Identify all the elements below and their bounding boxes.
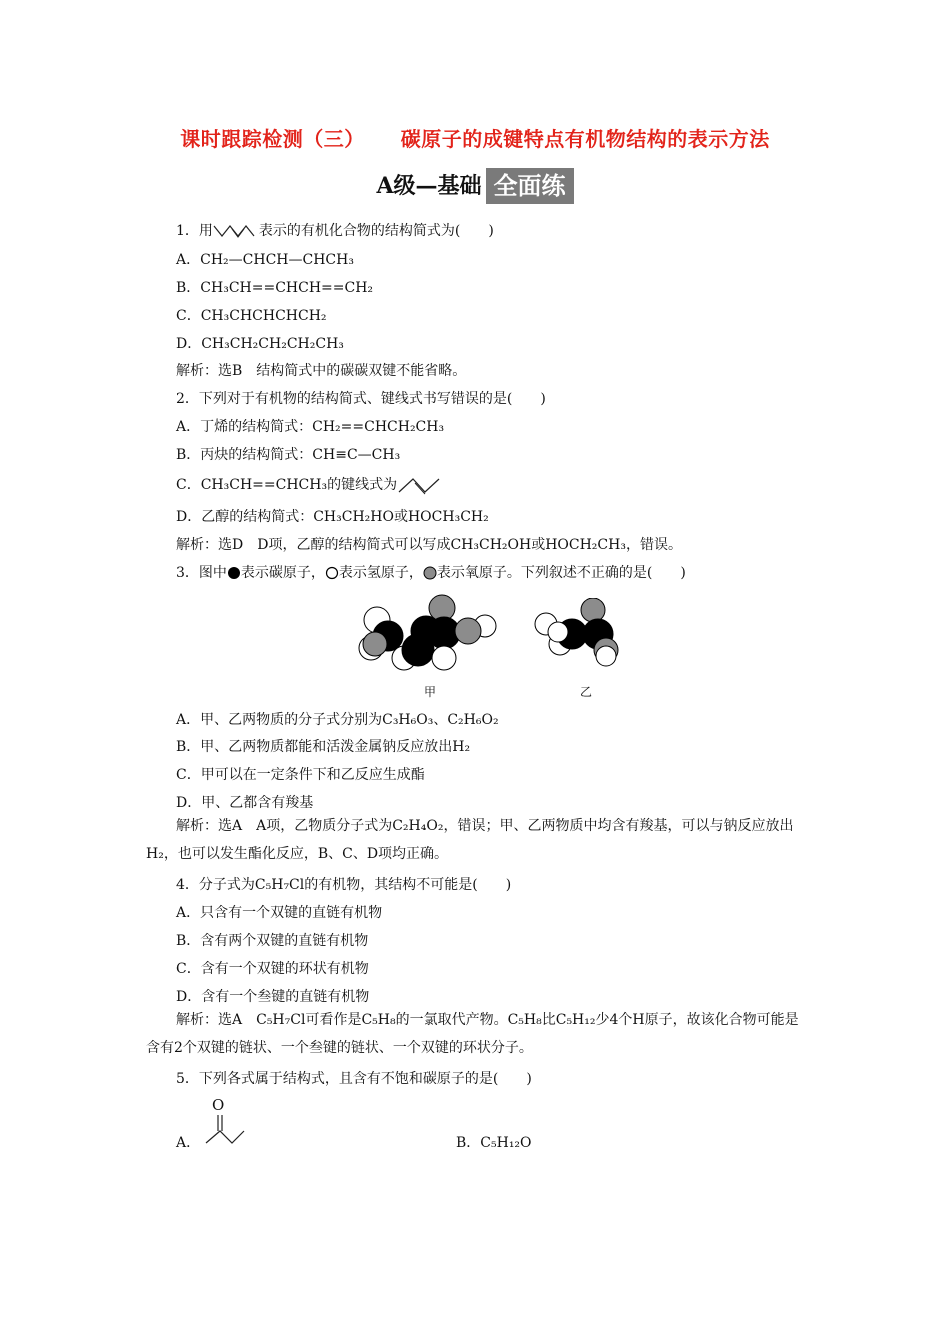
q3-stem-1: 3．图中 (176, 565, 227, 581)
figure-label-jia: 甲 (424, 685, 437, 699)
q2-option-d: D．乙醇的结构简式：CH₃CH₂HO或HOCH₃CH₂ (176, 509, 489, 525)
page-title (0, 123, 950, 152)
q5-stem: 5．下列各式属于结构式，且含有不饱和碳原子的是( ) (176, 1071, 532, 1087)
section-mid: 基础 (437, 173, 482, 199)
title-part2: 碳原子的成键特点有机物结构的表示方法 (400, 127, 770, 151)
q2-option-c-text: C．CH₃CH==CHCH₃的键线式为 (176, 477, 398, 493)
q3-option-d: D．甲、乙都含有羧基 (176, 795, 314, 811)
q4-option-c: C．含有一个双键的环状有机物 (176, 961, 369, 977)
q1-suffix: 表示的有机化合物的结构简式为( ) (258, 223, 494, 239)
q4-option-d: D．含有一个叁键的直链有机物 (176, 989, 370, 1005)
q1-analysis: 解析：选B 结构简式中的碳碳双键不能省略。 (176, 363, 467, 379)
q3-stem-3: 表示氢原子， (338, 565, 423, 581)
q4-option-a: A．只含有一个双键的直链有机物 (176, 905, 383, 921)
title-part1: 课时跟踪检测（三） (180, 127, 365, 151)
q4-stem: 4．分子式为C₅H₇Cl的有机物，其结构不可能是( ) (176, 877, 512, 893)
q3-stem-4: 表示氧原子。下列叙述不正确的是( ) (436, 565, 686, 581)
q1-option-b: B．CH₃CH==CHCH==CH₂ (176, 280, 374, 296)
zigzag-bond-line-icon (213, 223, 259, 239)
q1-option-a: A．CH₂—CHCH—CHCH₃ (176, 252, 354, 268)
molecule-jia-model (356, 590, 498, 674)
hydrogen-atom-icon (325, 566, 339, 580)
q1-option-c: C．CH₃CHCHCHCH₂ (176, 308, 327, 324)
q5-option-a-oxygen: O (212, 1096, 225, 1114)
section-dash: — (415, 173, 438, 199)
q3-stem (176, 562, 686, 582)
oxygen-atom-icon (423, 566, 437, 580)
molecule-yi-model (532, 598, 624, 668)
q1-prefix: 1．用 (176, 223, 213, 239)
q5-option-b: B．C₅H₁₂O (456, 1135, 532, 1151)
section-level: A级 (376, 173, 416, 199)
q2-option-b: B．丙炔的结构简式：CH≡C—CH₃ (176, 447, 401, 463)
section-boxed-label: 全面练 (486, 168, 574, 204)
carbon-atom-icon (227, 566, 241, 580)
skeletal-formula-icon (397, 474, 443, 496)
figure-label-yi: 乙 (580, 685, 593, 699)
q1-stem (176, 220, 494, 240)
q3-analysis: 解析：选A A项，乙物质分子式为C₂H₄O₂，错误；甲、乙两物质中均含有羧基，可以与钠反应放出H₂，也可以发生酯化反应，B、C、D项均正确。 (146, 818, 794, 862)
q4-option-b: B．含有两个双键的直链有机物 (176, 933, 369, 949)
q3-option-a: A．甲、乙两物质的分子式分别为C₃H₆O₃、C₂H₆O₂ (176, 712, 499, 728)
section-heading (0, 168, 950, 204)
q2-stem: 2．下列对于有机物的结构简式、键线式书写错误的是( ) (176, 391, 546, 407)
q3-option-b: B．甲、乙两物质都能和活泼金属钠反应放出H₂ (176, 739, 471, 755)
q2-analysis: 解析：选D D项，乙醇的结构简式可以写成CH₃CH₂OH或HOCH₂CH₃，错误。 (176, 537, 682, 553)
q4-analysis: 解析：选A C₅H₇Cl可看作是C₅H₈的一氯取代产物。C₅H₈比C₅H₁₂少4个H原子，故该化合物可能是含有2个双键的链状、一个叁键的链状、一个双键的环状分子。 (146, 1012, 799, 1056)
q3-stem-2: 表示碳原子， (240, 565, 325, 581)
q1-option-d: D．CH₃CH₂CH₂CH₂CH₃ (176, 336, 344, 352)
q3-option-c: C．甲可以在一定条件下和乙反应生成酯 (176, 767, 425, 783)
q5-option-a-label: A． (176, 1135, 201, 1151)
q2-option-c (176, 474, 443, 496)
q2-option-a: A．丁烯的结构简式：CH₂==CHCH₂CH₃ (176, 419, 445, 435)
ketone-skeletal-structure (200, 1112, 250, 1150)
